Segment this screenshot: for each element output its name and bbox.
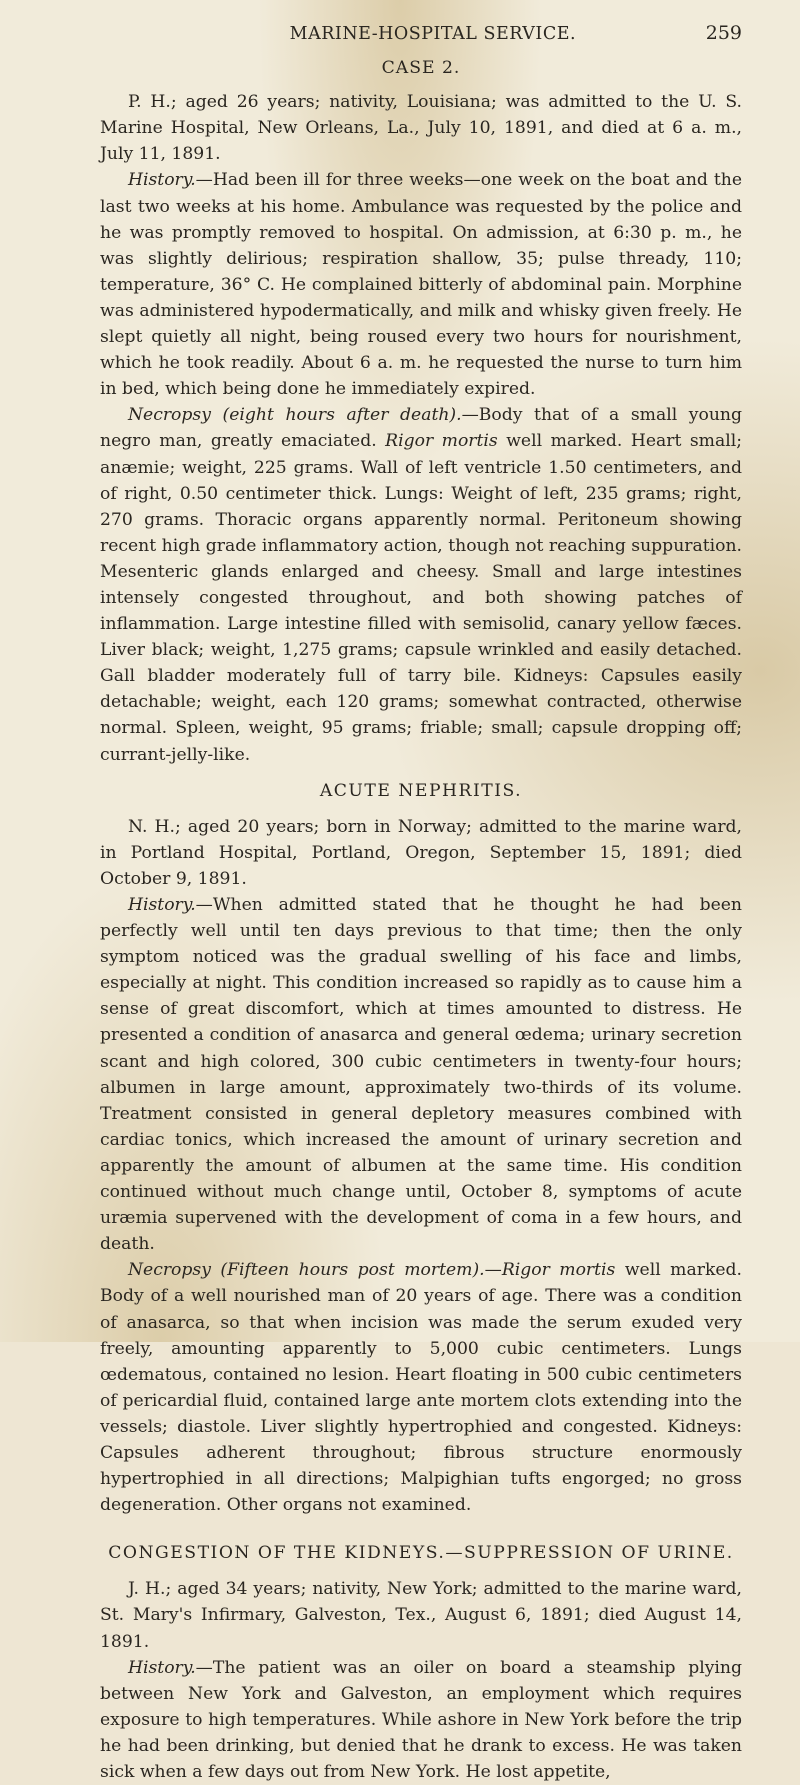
spacer: [100, 1518, 742, 1530]
history-label: History.: [128, 1657, 196, 1678]
history-label: History.: [128, 170, 196, 191]
case2-history: [100, 167, 742, 402]
running-head: MARINE-HOSPITAL SERVICE.: [289, 24, 577, 44]
history-text: —The patient was an oiler on board a steamship plying between New York and Galveston, an employment which requires exposure to high temperatures. While ashore in New York before the trip he had been drinking, but denied that he drank to excess. He was taken sick when a few days out from New York. He lost appetite,: [100, 1657, 742, 1782]
section-title-nephritis: ACUTE NEPHRITIS.: [319, 780, 523, 801]
necropsy-label: Necropsy: [128, 1260, 211, 1281]
nephritis-intro: N. H.; aged 20 years; born in Norway; admitted to the marine ward, in Portland Hospital, Portland, Oregon, September 15, 1891; died October 9, 1891.: [100, 816, 742, 889]
case2-intro: P. H.; aged 26 years; nativity, Louisiana; was admitted to the U. S. Marine Hospital, New Orleans, La., July 10, 1891, and died at 6 a. m., July 11, 1891.: [100, 92, 742, 165]
history-text: —When admitted stated that he thought he had been perfectly well until ten days previous to that time; then the only symptom noticed was the gradual swelling of his face and limbs, especially at night. This condition increased so rapidly as to cause him a sense of great discomfort, which at times amounted to distress. He presented a condition of anasarca and general œdema; urinary secretion scant and high colored, 300 cubic centimeters in twenty-four hours; albumen in large amount, approximately two-thirds of its volume. Treatment consisted in general depletory measures combined with cardiac tonics, which increased the amount of urinary secretion and apparently the amount of albumen at the same time. His condition continued without much change until, October 8, symptoms of acute uræmia supervened with the development of coma in a few hours, and death.: [100, 895, 742, 1255]
rigor-label: Rigor mortis: [501, 1260, 616, 1281]
nephritis-history: [100, 892, 742, 1257]
history-text: —Had been ill for three weeks—one week on the boat and the last two weeks at his home. Ambulance was requested by the police and he was promptly removed to hospital. On admission, at 6:30 p. m., he was slightly delirious; respiration shallow, 35; pulse thready, 110; temperature, 36° C. He complained bitterly of abdominal pain. Morphine was administered hypodermatically, and milk and whisky given freely. He slept quietly all night, being roused every two hours for nourishment, which he took readily. About 6 a. m. he requested the nurse to turn him in bed, which being done he immediately expired.: [100, 170, 742, 400]
page-number: 259: [705, 22, 742, 44]
case-title: CASE 2.: [381, 58, 461, 79]
necropsy-label: Necropsy: [128, 405, 211, 426]
page-content: [100, 20, 742, 1785]
necropsy-dash: —: [484, 1260, 502, 1281]
page-header: [100, 20, 742, 47]
nephritis-necropsy: [100, 1257, 742, 1518]
section-title-congestion: CONGESTION OF THE KIDNEYS.—SUPPRESSION OF URINE.: [108, 1543, 734, 1564]
necropsy-rest: well marked. Heart small; anæmie; weight, 225 grams. Wall of left ventricle 1.50 centimeters, and of right, 0.50 centimeter thick. Lungs: Weight of left, 235 grams; right, 270 grams. Thoracic organs apparently normal. Peritoneum showing recent high grade inflammatory action, though not reaching suppuration. Mesenteric glands enlarged and cheesy. Small and large intestines intensely congested throughout, and both showing patches of inflammation. Large intestine filled with semisolid, canary yellow fæces. Liver black; weight, 1,275 grams; capsule wrinkled and easily detached. Gall bladder moderately full of tarry bile. Kidneys: Capsules easily detachable; weight, each 120 grams; somewhat contracted, otherwise normal. Spleen, weight, 95 grams; friable; small; capsule dropping off; currant-jelly-like.: [100, 431, 743, 765]
congestion-history: [100, 1655, 742, 1785]
congestion-intro: J. H.; aged 34 years; nativity, New York; admitted to the marine ward, St. Mary's Infirmary, Galveston, Tex., August 6, 1891; died August 14, 1891.: [100, 1579, 742, 1652]
necropsy-rest: well marked. Body of a well nourished man of 20 years of age. There was a condition of anasarca, so that when incision was made the serum exuded very freely, amounting apparently to 5,000 cubic centimeters. Lungs œdematous, contained no lesion. Heart floating in 500 cubic centimeters of pericardial fluid, contained large ante mortem clots extending into the vessels; diastole. Liver slightly hypertrophied and congested. Kidneys: Capsules adherent throughout; fibrous structure enormously hypertrophied in all directions; Malpighian tufts engorged; no gross degeneration. Other organs not examined.: [100, 1260, 742, 1516]
necropsy-paren: (eight hours after death).: [222, 405, 462, 426]
rigor-label: Rigor mortis: [385, 431, 498, 452]
case2-necropsy: [100, 402, 742, 767]
history-label: History.: [128, 895, 196, 915]
necropsy-text: —Body that of a small young negro man, greatly emaciated.: [100, 405, 742, 452]
necropsy-paren: (Fifteen hours post mortem).: [220, 1260, 485, 1281]
